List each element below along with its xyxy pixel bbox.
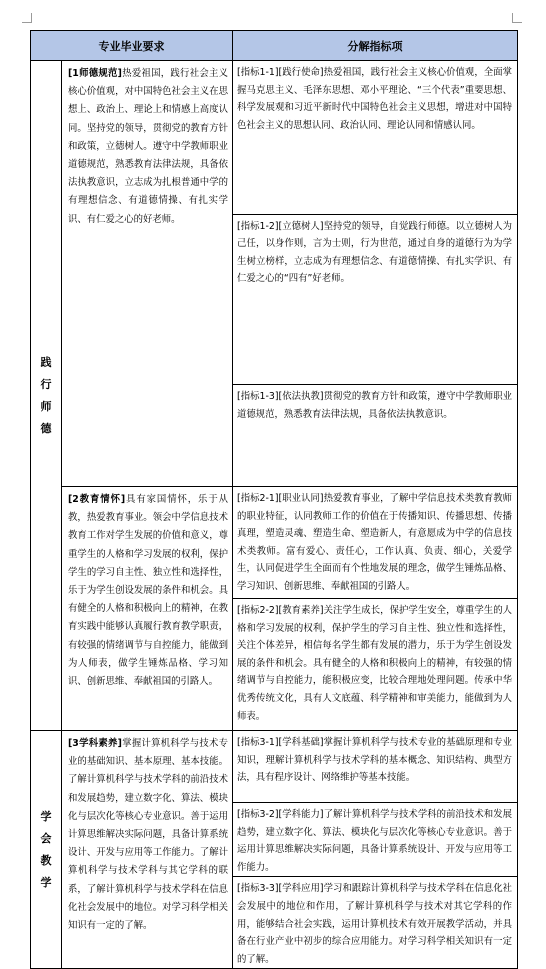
crop-mark-top-right xyxy=(512,13,522,23)
indicator-text: [指标3-3][学科应用]学习和跟踪计算机科学与技术学科在信息化社会发展中的地位和作用，了解计算机科学与技术对其它学科的作用，能够结合社会实践，运用计算机技术有效开展教学活动，并具备在行业产业中初步的综合应用能力。对学习科学相关知识有一定的了解。 xyxy=(237,883,512,965)
indicator-cell xyxy=(233,61,518,215)
requirement-text: 热爱祖国，践行社会主义核心价值观，对中国特色社会主义在思想上、政治上、理论上和情感上高度认同。坚持党的领导，贯彻党的教育方针和政策，立德树人。遵守中学教师职业道德规范，熟悉教育法律法规，具备依法执教意识，立志成为扎根普通中学的有理想信念、有道德情操、有扎实学识、有仁爱之心的好老师。 xyxy=(68,68,228,225)
table-row xyxy=(31,61,518,215)
category-label: 践行师德 xyxy=(40,355,52,435)
indicator-cell xyxy=(233,731,518,803)
indicator-cell xyxy=(233,599,518,731)
header-indicator: 分解指标项 xyxy=(233,31,518,61)
category-cell xyxy=(31,61,62,731)
requirement-tag: [3学科素养] xyxy=(68,738,122,749)
requirement-tag: [1师德规范] xyxy=(68,68,122,79)
indicator-cell xyxy=(233,487,518,599)
requirement-cell xyxy=(62,61,233,487)
indicator-text: [指标1-3][依法执教]贯彻党的教育方针和政策，遵守中学教师职业道德规范，熟悉教育法律法规，具备依法执教意识。 xyxy=(237,391,512,420)
indicator-text: [指标1-2][立德树人]坚持党的领导，自觉践行师德。以立德树人为己任，以身作则，言为士则，行为世范，通过自身的道德行为为学生树立榜样，立志成为有理想信念、有道德情操、有扎实学识、有仁爱之心的“四有”好老师。 xyxy=(237,220,512,285)
requirement-cell xyxy=(62,731,233,969)
table-row xyxy=(31,731,518,803)
indicator-text: [指标2-1][职业认同]热爱教育事业，了解中学信息技术类教育教师的职业特征，认同教师工作的价值在于传播知识、传播思想、传播真理，塑造灵魂、塑造生命、塑造新人，有意愿成为中学的信息技术类教师。富有爱心、责任心，工作认真、负责、细心，关爱学生，认同促进学生全面而有个性地发展的理念，做学生锤炼品格、学习知识、创新思维、奉献祖国的引路人。 xyxy=(237,493,512,592)
category-cell xyxy=(31,731,62,969)
indicator-cell xyxy=(233,803,518,877)
requirement-tag: [2教育情怀] xyxy=(68,494,126,505)
indicator-text: [指标1-1][践行使命]热爱祖国，践行社会主义核心价值观，全面掌握马克思主义、毛泽东思想、邓小平理论、“三个代表”重要思想、科学发展观和习近平新时代中国特色社会主义思想，增进对中国特色社会主义的思想认同、政治认同、理论认同和情感认同。 xyxy=(237,67,512,131)
indicator-cell xyxy=(233,877,518,969)
table-header-row xyxy=(31,31,518,61)
crop-mark-top-left xyxy=(22,13,32,23)
indicator-text: [指标3-2][学科能力]了解计算机科学与技术学科的前沿技术和发展趋势，建立数字化、算法、模块化与层次化等核心专业意识。善于运用计算思维解决实际问题，具备计算系统设计、开发与应用等工作能力。 xyxy=(237,809,512,873)
requirement-text: 具有家国情怀，乐于从教，热爱教育事业。领会中学信息技术教育工作对学生发展的价值和意义，尊重学生的人格和学习发展的权利，保护学生的学习自主性、独立性和选择性，乐于为学生创设发展的条件和机会。具有健全的人格和积极向上的精神，在教育实践中能够认真履行教育教学职责，有较强的情绪调节与自控能力，能做到为人师表，做学生锤炼品格、学习知识、创新思维、奉献祖国的引路人。 xyxy=(68,494,228,688)
requirement-text: 掌握计算机科学与技术专业的基础知识、基本原理、基本技能。了解计算机科学与技术学科的前沿技术和发展趋势，建立数字化、算法、模块化与层次化等核心专业意识。善于运用计算思维解决实际问题，具备计算系统设计、开发与应用等工作能力。了解计算机科学与技术学科与其它学科的联系，了解计算机科学与技术学科在信息化社会发展中的地位。对学习科学相关知识有一定的了解。 xyxy=(68,738,228,932)
indicator-cell xyxy=(233,385,518,487)
table-row xyxy=(31,487,518,599)
header-requirement: 专业毕业要求 xyxy=(31,31,233,61)
indicator-cell xyxy=(233,214,518,385)
category-label: 学会教学 xyxy=(40,809,52,889)
indicator-text: [指标3-1][学科基础]掌握计算机科学与技术专业的基础原理和专业知识，理解计算机科学与技术学科的基本概念、知识结构、典型方法，具有程序设计、网络维护等基本技能。 xyxy=(237,737,512,784)
graduation-requirements-table xyxy=(30,30,518,969)
requirement-cell xyxy=(62,487,233,731)
indicator-text: [指标2-2][教育素养]关注学生成长，保护学生安全，尊重学生的人格和学习发展的权利，保护学生的学习自主性、独立性和选择性，关注个体差异，相信每名学生都有发展的潜力，乐于为学生创设发展的条件和机会。具有健全的人格和积极向上的精神，有较强的情绪调节与自控能力，能积极应变，比较合理地处理问题。传承中华优秀传统文化，具有人文底蕴、科学精神和审美能力，能做到为人师表。 xyxy=(237,605,512,722)
